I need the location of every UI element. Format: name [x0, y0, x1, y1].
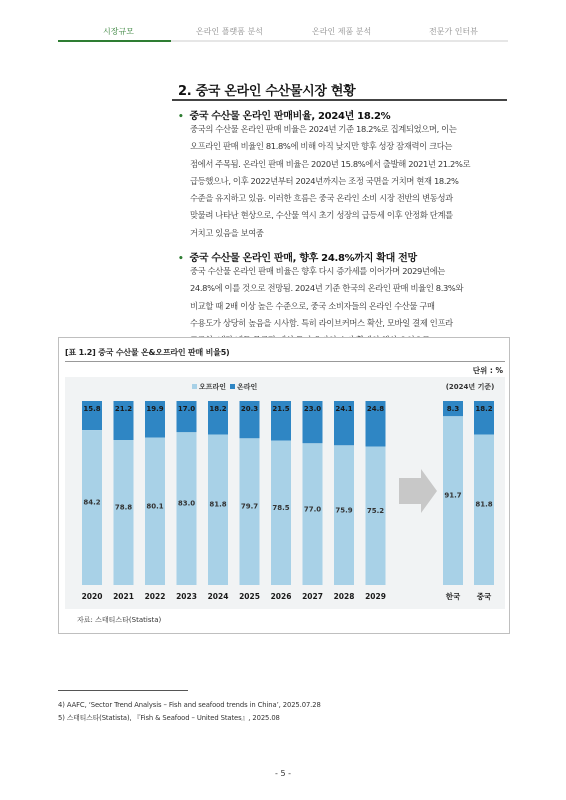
main-tick-2022: 2022 — [144, 592, 166, 601]
paragraph-line: 중국의 수산물 온라인 판매 비율은 2024년 기준 18.2%로 집계되었으며, 이는 — [190, 124, 457, 134]
top-navigation — [0, 0, 566, 58]
main-bar-offline-2022 — [145, 438, 165, 585]
paragraph-line: 거치고 있음을 보여줌 — [190, 227, 264, 238]
legend-online-label: 온라인 — [237, 383, 258, 391]
main-tick-2023: 2023 — [176, 592, 197, 601]
main-label-offline-2023: 83.0 — [177, 499, 196, 508]
main-tick-2028: 2028 — [333, 592, 355, 601]
main-label-offline-2020: 84.2 — [83, 498, 101, 507]
main-label-offline-2027: 77.0 — [303, 505, 322, 514]
legend-offline-swatch — [192, 384, 197, 389]
paragraph-line: 점에서 주목됨. 온라인 판매 비율은 2020년 15.8%에서 출발해 2021년 21.2%로 — [190, 158, 471, 169]
tab-indicator-track — [171, 40, 508, 42]
bullet-dot-icon: • — [178, 254, 184, 264]
main-label-offline-2026: 78.5 — [272, 503, 290, 512]
main-bar-offline-2027 — [303, 443, 323, 585]
side-tick-한국: 한국 — [445, 592, 461, 601]
side-tick-중국: 중국 — [476, 592, 492, 601]
bullet-heading-1 — [178, 107, 390, 122]
tab-expert-interview[interactable]: 전문가 인터뷰 — [429, 27, 478, 36]
main-label-offline-2022: 80.1 — [146, 502, 164, 511]
main-label-online-2024: 18.2 — [209, 405, 227, 413]
main-bar-offline-2021 — [114, 440, 134, 585]
stacked-bar-chart — [65, 377, 505, 609]
footnote-4: 4) AAFC, ‘Sector Trend Analysis – Fish and seafood trends in China’, 2025.07.28 — [58, 701, 321, 709]
main-label-online-2021: 21.2 — [114, 405, 133, 413]
main-tick-2021: 2021 — [113, 592, 134, 601]
main-label-online-2025: 20.3 — [240, 405, 259, 413]
chart-caption: [표 1.2] 중국 수산물 온&오프라인 판매 비율5) — [65, 348, 230, 357]
bullet-heading-2 — [178, 249, 417, 264]
main-tick-2025: 2025 — [239, 592, 260, 601]
main-tick-2027: 2027 — [302, 592, 323, 601]
section-title-rule — [172, 99, 507, 101]
main-label-online-2022: 19.9 — [146, 405, 164, 413]
main-bar-offline-2024 — [208, 434, 228, 585]
tab-online-platform-analysis[interactable]: 온라인 플랫폼 분석 — [196, 27, 263, 36]
paragraph-line: 수준을 유지하고 있음. 이러한 흐름은 중국 온라인 소비 시장 전반의 변동성과 — [190, 193, 453, 204]
side-bar-offline-중국 — [474, 434, 494, 585]
main-label-offline-2028: 75.9 — [335, 506, 353, 515]
arrow-right-icon — [399, 469, 437, 513]
main-bar-offline-2020 — [82, 430, 102, 585]
main-bar-offline-2029 — [366, 447, 386, 585]
main-label-online-2029: 24.8 — [366, 405, 385, 413]
chart-plot-area — [65, 377, 505, 609]
side-bar-offline-한국 — [443, 416, 463, 585]
tab-market-size[interactable]: 시장규모 — [103, 27, 134, 36]
main-label-offline-2024: 81.8 — [209, 500, 227, 509]
main-label-online-2026: 21.5 — [272, 405, 290, 413]
tab-indicator-active — [58, 40, 171, 42]
side-label-offline-한국: 91.7 — [444, 491, 462, 500]
main-bar-offline-2025 — [240, 438, 260, 585]
paragraph-line: 급등했으나, 이후 2022년부터 2024년까지는 조정 국면을 거치며 현재 18.2% — [190, 175, 459, 186]
side-label-offline-중국: 81.8 — [475, 500, 493, 509]
side-chart-subtitle: (2024년 기준) — [445, 383, 495, 391]
section-title: 2. 중국 온라인 수산물시장 현황 — [178, 84, 356, 99]
main-bar-offline-2023 — [177, 432, 197, 585]
main-tick-2029: 2029 — [365, 592, 386, 601]
paragraph-line: 비교할 때 2배 이상 높은 수준으로, 중국 소비자들의 온라인 수산물 구매 — [190, 300, 435, 311]
paragraph-line: 맞물려 나타난 현상으로, 수산물 역시 초기 성장의 급등세 이후 안정화 단계를 — [190, 210, 453, 221]
paragraph-1 — [190, 121, 508, 242]
main-bar-offline-2028 — [334, 445, 354, 585]
chart-figure — [58, 337, 510, 634]
main-label-online-2020: 15.8 — [83, 405, 101, 413]
page-number: - 5 - — [275, 769, 291, 778]
chart-caption-rule — [65, 361, 505, 362]
paragraph-line: 수용도가 상당히 높음을 시사함. 특히 라이브커머스 확산, 모바일 결제 인프라 — [190, 317, 453, 328]
paragraph-line: 중국 수산물 온라인 판매 비율은 향후 다시 증가세를 이어가며 2029년에는 — [190, 266, 445, 276]
main-label-offline-2025: 79.7 — [240, 502, 259, 511]
paragraph-line: 오프라인 판매 비율인 81.8%에 비해 아직 낮지만 향후 성장 잠재력이 크다는 — [190, 141, 453, 152]
tab-online-product-analysis[interactable]: 온라인 제품 분석 — [312, 27, 372, 36]
main-tick-2026: 2026 — [270, 592, 292, 601]
chart-unit-label: 단위 : % — [472, 366, 503, 375]
legend-offline-label: 오프라인 — [199, 383, 227, 391]
bullet-dot-icon: • — [178, 112, 184, 122]
main-label-online-2023: 17.0 — [177, 405, 196, 413]
main-label-offline-2021: 78.8 — [114, 503, 133, 512]
side-label-online-한국: 8.3 — [446, 405, 460, 413]
side-label-online-중국: 18.2 — [475, 405, 493, 413]
main-bar-offline-2026 — [271, 441, 291, 585]
main-tick-2024: 2024 — [207, 592, 229, 601]
footnote-5: 5) 스태티스타(Statista), 『Fish & Seafood – United States』, 2025.08 — [58, 714, 280, 722]
bullet-heading-1-text: 중국 수산물 온라인 판매비율, 2024년 18.2% — [189, 111, 391, 122]
chart-source: 자료: 스태티스타(Statista) — [77, 616, 162, 624]
legend-online-swatch — [230, 384, 235, 389]
bullet-heading-2-text: 중국 수산물 온라인 판매, 향후 24.8%까지 확대 전망 — [189, 253, 417, 264]
footnote-rule — [58, 690, 188, 691]
main-label-offline-2029: 75.2 — [366, 507, 385, 516]
paragraph-line: 24.8%에 이를 것으로 전망됨. 2024년 기준 한국의 온라인 판매 비율인 8.3%와 — [190, 283, 464, 294]
main-tick-2020: 2020 — [81, 592, 103, 601]
main-label-online-2028: 24.1 — [335, 405, 353, 413]
main-label-online-2027: 23.0 — [303, 405, 322, 413]
